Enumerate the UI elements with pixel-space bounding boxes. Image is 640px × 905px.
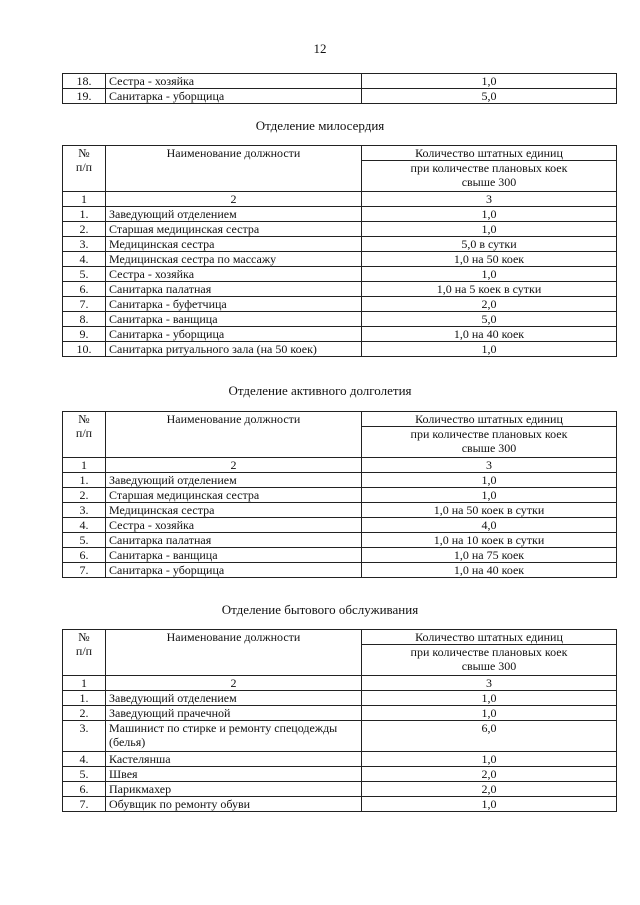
staff-count: 1,0 на 50 коек [362,252,617,267]
position-name: Санитарка - ванщица [106,548,362,563]
staff-count: 1,0 [362,267,617,282]
staff-count: 6,0 [362,721,617,752]
staff-count: 1,0 на 10 коек в сутки [362,533,617,548]
page-number: 12 [313,41,327,56]
staff-count: 1,0 [362,473,617,488]
staff-count: 2,0 [362,767,617,782]
row-number: 4. [63,752,106,767]
index-row [63,192,617,207]
index-cell: 3 [362,676,617,691]
position-name: Заведующий отделением [106,691,362,706]
position-name: Старшая медицинская сестра [106,488,362,503]
row-number: 4. [63,518,106,533]
index-cell: 1 [63,192,106,207]
staff-count: 5,0 [362,89,617,104]
table-row [63,207,617,222]
row-number: 7. [63,797,106,812]
position-name: Обувщик по ремонту обуви [106,797,362,812]
staff-count: 4,0 [362,518,617,533]
header-count: Количество штатных единиц [362,630,617,645]
row-number: 3. [63,721,106,752]
staff-count: 1,0 на 50 коек в сутки [362,503,617,518]
section-table [62,145,617,357]
staff-count: 5,0 [362,312,617,327]
staff-count: 5,0 в сутки [362,237,617,252]
table-row [63,327,617,342]
header-position: Наименование должности [106,412,362,458]
staff-count: 1,0 на 75 коек [362,548,617,563]
position-name: Заведующий прачечной [106,706,362,721]
header-number: № п/п [63,146,106,192]
index-cell: 1 [63,458,106,473]
row-number: 7. [63,563,106,578]
position-name: Санитарка - буфетчица [106,297,362,312]
table-row [63,252,617,267]
table-row [63,473,617,488]
position-name: Санитарка - ванщица [106,312,362,327]
staff-count: 1,0 [362,691,617,706]
position-name: Кастелянша [106,752,362,767]
row-number: 3. [63,503,106,518]
row-number: 1. [63,207,106,222]
table-row [63,74,617,89]
row-number: 6. [63,548,106,563]
header-number: № п/п [63,412,106,458]
index-cell: 2 [106,458,362,473]
row-number: 19. [63,89,106,104]
position-name: Машинист по стирке и ремонту спецодежды (белья) [106,721,362,752]
staff-count: 1,0 на 40 коек [362,327,617,342]
staff-count: 1,0 [362,488,617,503]
staff-count: 1,0 на 40 коек [362,563,617,578]
header-position: Наименование должности [106,630,362,676]
position-name: Санитарка ритуального зала (на 50 коек) [106,342,362,357]
header-position: Наименование должности [106,146,362,192]
staff-count: 1,0 [362,752,617,767]
table-row [63,782,617,797]
row-number: 9. [63,327,106,342]
table-row [63,503,617,518]
staff-count: 1,0 [362,342,617,357]
row-number: 2. [63,706,106,721]
table-row [63,533,617,548]
row-number: 6. [63,782,106,797]
table-row [63,518,617,533]
table-row [63,89,617,104]
position-name: Санитарка - уборщица [106,89,362,104]
position-name: Санитарка палатная [106,533,362,548]
section-table [62,411,617,578]
row-number: 5. [63,767,106,782]
row-number: 5. [63,533,106,548]
table-row [63,797,617,812]
header-count: Количество штатных единиц [362,412,617,427]
position-name: Медицинская сестра по массажу [106,252,362,267]
table-row [63,342,617,357]
row-number: 6. [63,282,106,297]
table-row [63,312,617,327]
staff-count: 2,0 [362,297,617,312]
row-number: 3. [63,237,106,252]
row-number: 2. [63,222,106,237]
position-name: Швея [106,767,362,782]
table-row [63,282,617,297]
row-number: 1. [63,691,106,706]
section-title: Отделение милосердия [255,118,385,133]
table-row [63,563,617,578]
header-count: Количество штатных единиц [362,146,617,161]
staff-count: 1,0 [362,222,617,237]
header-number: № п/п [63,630,106,676]
section-title: Отделение активного долголетия [228,383,412,398]
header-subtitle: при количестве плановых коек свыше 300 [362,645,617,676]
position-name: Медицинская сестра [106,237,362,252]
position-name: Старшая медицинская сестра [106,222,362,237]
table-row [63,721,617,752]
table-row [63,297,617,312]
position-name: Санитарка - уборщица [106,563,362,578]
header-subtitle: при количестве плановых коек свыше 300 [362,427,617,458]
position-name: Заведующий отделением [106,473,362,488]
index-row [63,676,617,691]
index-row [63,458,617,473]
index-cell: 3 [362,458,617,473]
staff-count: 1,0 [362,74,617,89]
row-number: 8. [63,312,106,327]
staff-count: 2,0 [362,782,617,797]
table-row [63,237,617,252]
row-number: 5. [63,267,106,282]
position-name: Медицинская сестра [106,503,362,518]
table-row [63,767,617,782]
row-number: 10. [63,342,106,357]
staff-count: 1,0 на 5 коек в сутки [362,282,617,297]
table-row [63,752,617,767]
section-table [62,629,617,812]
table-row [63,267,617,282]
index-cell: 1 [63,676,106,691]
row-number: 18. [63,74,106,89]
row-number: 2. [63,488,106,503]
row-number: 4. [63,252,106,267]
table-row [63,488,617,503]
staff-count: 1,0 [362,207,617,222]
staff-count: 1,0 [362,706,617,721]
row-number: 7. [63,297,106,312]
position-name: Заведующий отделением [106,207,362,222]
position-name: Сестра - хозяйка [106,74,362,89]
index-cell: 2 [106,676,362,691]
index-cell: 3 [362,192,617,207]
continuation-table [62,73,617,104]
position-name: Парикмахер [106,782,362,797]
row-number: 1. [63,473,106,488]
table-row [63,222,617,237]
table-row [63,548,617,563]
staff-count: 1,0 [362,797,617,812]
position-name: Сестра - хозяйка [106,518,362,533]
index-cell: 2 [106,192,362,207]
section-title: Отделение бытового обслуживания [221,602,419,617]
position-name: Санитарка палатная [106,282,362,297]
position-name: Сестра - хозяйка [106,267,362,282]
header-subtitle: при количестве плановых коек свыше 300 [362,161,617,192]
table-row [63,706,617,721]
position-name: Санитарка - уборщица [106,327,362,342]
table-row [63,691,617,706]
